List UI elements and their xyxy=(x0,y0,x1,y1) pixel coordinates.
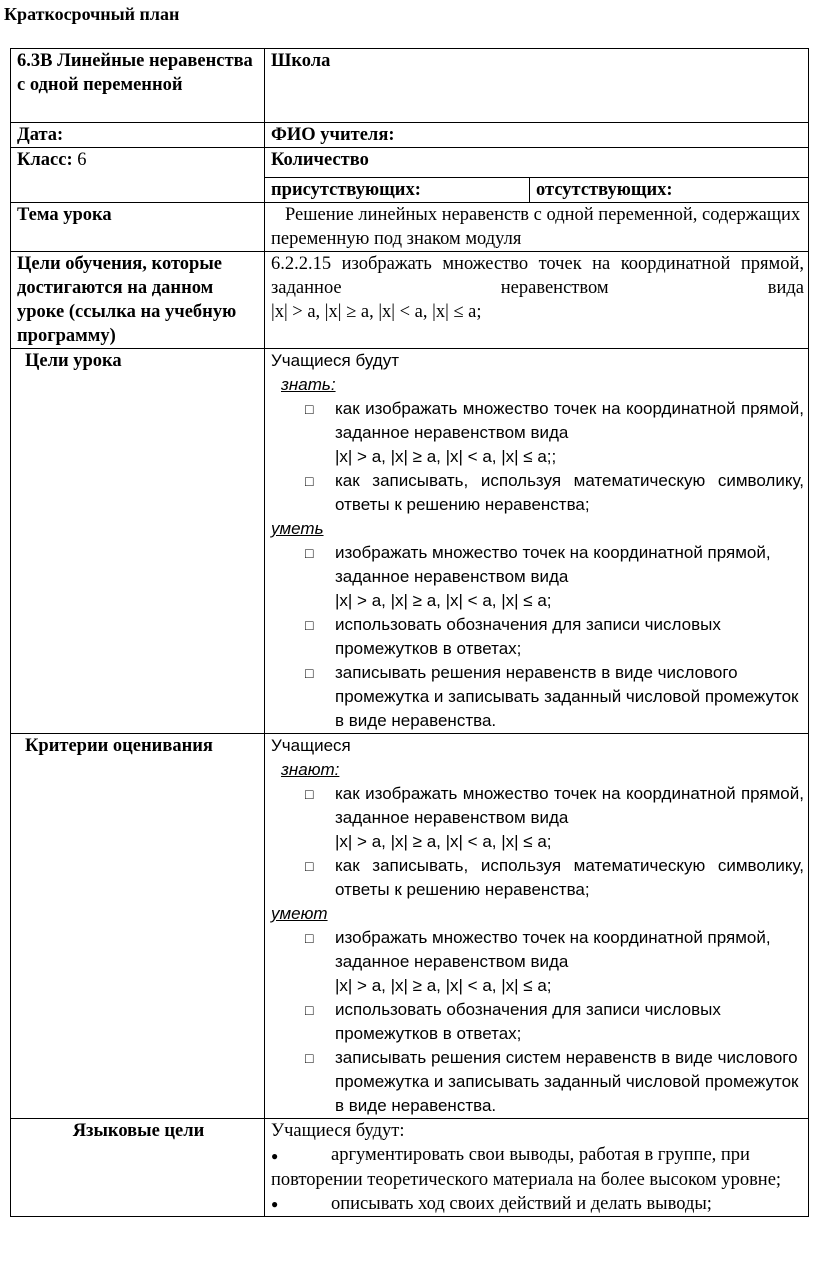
class-cell xyxy=(11,148,265,203)
language-item xyxy=(271,1143,804,1192)
goals-know-text: как изображать множество точек на координатной прямой, заданное неравенством вида xyxy=(335,399,804,442)
school-label: Школа xyxy=(271,51,331,71)
goals-can-text: использовать обозначения для записи числовых промежутков в ответах; xyxy=(335,615,721,658)
lesson-code: 6.3В Линейные неравенства с одной переменной xyxy=(17,51,253,95)
square-bullet-icon: □ xyxy=(305,665,314,681)
criteria-intro: Учащиеся xyxy=(271,736,351,755)
absent-label: отсутствующих: xyxy=(536,180,673,200)
language-item-text: аргументировать свои выводы, работая в группе, при повторении теоретического материала на более высоком уровне; xyxy=(271,1145,782,1190)
goals-know-item xyxy=(305,469,804,517)
goals-know-label: знать: xyxy=(281,375,336,394)
criteria-know-formula: |x| > a, |x| ≥ a, |x| < a, |x| ≤ a; xyxy=(335,832,552,851)
criteria-know-item xyxy=(305,854,804,902)
criteria-label: Критерии оценивания xyxy=(25,736,213,756)
language-item xyxy=(271,1192,804,1216)
goals-label-cell xyxy=(11,349,265,734)
square-bullet-icon: □ xyxy=(305,545,314,561)
square-bullet-icon: □ xyxy=(305,617,314,633)
goals-can-text: изображать множество точек на координатной прямой, заданное неравенством вида xyxy=(335,543,771,586)
count-cell xyxy=(265,148,809,203)
date-label: Дата: xyxy=(17,125,64,145)
square-bullet-icon: □ xyxy=(305,786,314,802)
goals-know-text: как записывать, используя математическую символику, ответы к решению неравенства; xyxy=(335,471,804,514)
language-intro: Учащиеся будут: xyxy=(271,1121,405,1141)
goals-can-item xyxy=(305,661,804,733)
square-bullet-icon: □ xyxy=(305,473,314,489)
date-cell xyxy=(11,123,265,148)
square-bullet-icon: □ xyxy=(305,858,314,874)
criteria-can-text: использовать обозначения для записи числовых промежутков в ответах; xyxy=(335,1000,721,1043)
objectives-value-cell xyxy=(265,252,809,349)
teacher-label: ФИО учителя: xyxy=(271,125,395,145)
count-subrow xyxy=(265,177,808,202)
goals-can-text: записывать решения неравенств в виде числового промежутка и записывать заданный числовой промежуток в виде неравенства. xyxy=(335,663,799,730)
goals-know-item xyxy=(305,397,804,469)
goals-intro: Учащиеся будут xyxy=(271,351,399,370)
page-title: Краткосрочный план xyxy=(4,4,180,24)
criteria-can-item xyxy=(305,1046,804,1118)
objectives-label-cell xyxy=(11,252,265,349)
lesson-plan-table xyxy=(10,48,809,1217)
topic-label-cell xyxy=(11,203,265,252)
criteria-can-text: изображать множество точек на координатной прямой, заданное неравенством вида xyxy=(335,928,771,971)
goals-label: Цели урока xyxy=(25,351,122,371)
language-item-text: описывать ход своих действий и делать выводы; xyxy=(331,1194,712,1214)
objectives-label: Цели обучения, которые достигаются на данном уроке (ссылка на учебную программу) xyxy=(17,254,237,346)
round-bullet-icon: ● xyxy=(271,1197,279,1211)
topic-value-cell xyxy=(265,203,809,252)
objectives-text: 6.2.2.15 изображать множество точек на координатной прямой, заданное неравенством вида xyxy=(271,254,804,298)
criteria-value-cell xyxy=(265,734,809,1119)
goals-can-item xyxy=(305,541,804,613)
square-bullet-icon: □ xyxy=(305,930,314,946)
teacher-cell xyxy=(265,123,809,148)
present-label: присутствующих: xyxy=(265,178,530,202)
criteria-know-item xyxy=(305,782,804,854)
class-value: 6 xyxy=(77,150,87,170)
round-bullet-icon: ● xyxy=(271,1149,279,1163)
school-cell xyxy=(265,49,809,123)
criteria-know-text: как изображать множество точек на координатной прямой, заданное неравенством вида xyxy=(335,784,804,827)
criteria-label-cell xyxy=(11,734,265,1119)
criteria-can-formula: |x| > a, |x| ≥ a, |x| < a, |x| ≤ a; xyxy=(335,976,552,995)
class-label: Класс: xyxy=(17,150,73,170)
count-label: Количество xyxy=(271,150,369,170)
language-label: Языковые цели xyxy=(72,1121,205,1141)
criteria-know-label: знают: xyxy=(281,760,340,779)
goals-can-formula: |x| > a, |x| ≥ a, |x| < a, |x| ≤ a; xyxy=(335,591,552,610)
criteria-can-text: записывать решения систем неравенств в виде числового промежутка и записывать заданный числовой промежуток в виде неравенства. xyxy=(335,1048,799,1115)
criteria-can-item xyxy=(305,926,804,998)
objectives-formula: |x| > a, |x| ≥ a, |x| < a, |x| ≤ a; xyxy=(271,302,482,322)
square-bullet-icon: □ xyxy=(305,1002,314,1018)
language-label-cell xyxy=(11,1119,265,1217)
square-bullet-icon: □ xyxy=(305,401,314,417)
criteria-can-label: умеют xyxy=(271,904,328,923)
criteria-know-text: как записывать, используя математическую символику, ответы к решению неравенства; xyxy=(335,856,804,899)
language-value-cell xyxy=(265,1119,809,1217)
lesson-code-cell xyxy=(11,49,265,123)
topic-value: Решение линейных неравенств с одной переменной, содержащих переменную под знаком модуля xyxy=(271,205,801,249)
topic-label: Тема урока xyxy=(17,205,112,225)
square-bullet-icon: □ xyxy=(305,1050,314,1066)
goals-can-label: уметь xyxy=(271,519,324,538)
goals-can-item xyxy=(305,613,804,661)
goals-value-cell xyxy=(265,349,809,734)
criteria-can-item xyxy=(305,998,804,1046)
goals-know-formula: |x| > a, |x| ≥ a, |x| < a, |x| ≤ a;; xyxy=(335,447,557,466)
